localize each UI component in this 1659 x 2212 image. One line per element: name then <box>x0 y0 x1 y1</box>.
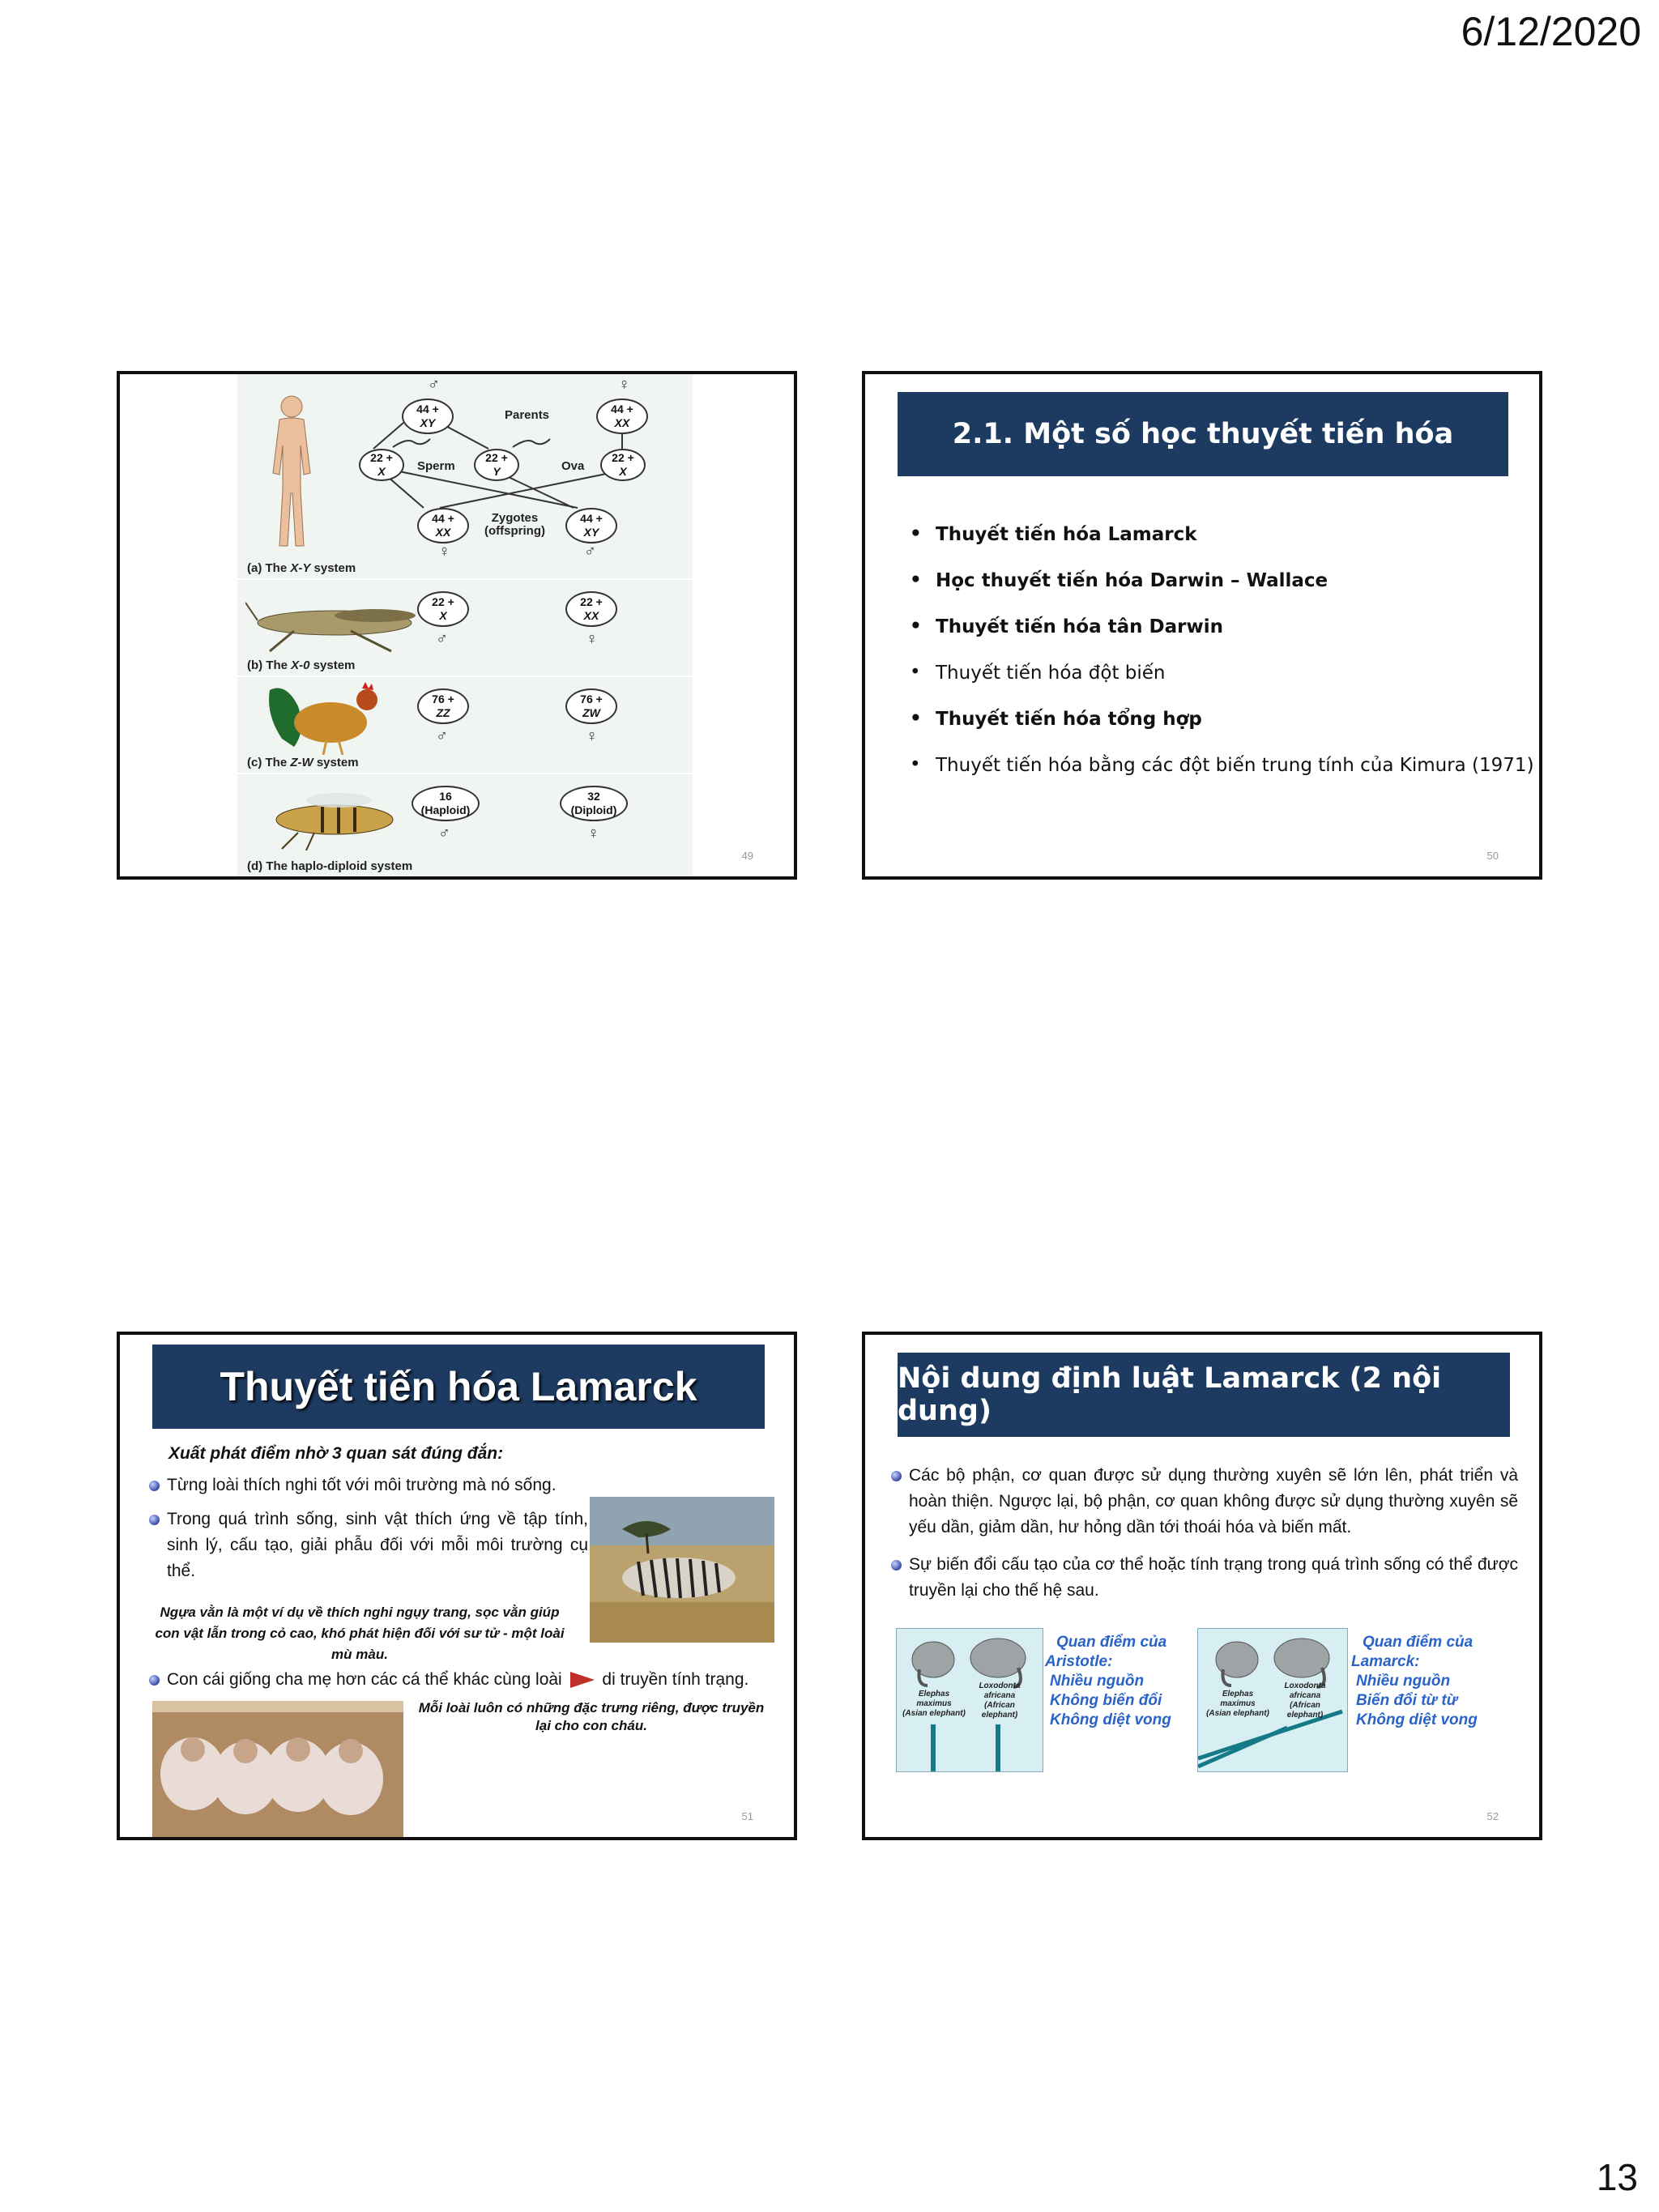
african-elephant-label: Loxodonta africana (African elephant) <box>1284 1681 1326 1720</box>
bullet-adaptation: Từng loài thích nghi tốt với môi trường mà nó sống. <box>149 1473 621 1498</box>
caption-xy-system: (a) The X-Y system <box>247 561 356 575</box>
zygote-male-chromosomes: 44 + XY <box>565 508 617 543</box>
puppies-photo <box>152 1701 403 1837</box>
mother-chromosomes: 44 + XX <box>596 399 648 434</box>
slide-title: Thuyết tiến hóa Lamarck <box>220 1364 697 1409</box>
list-item: • Thuyết tiến hóa tổng hợp <box>910 709 1534 755</box>
zebra-photo <box>590 1497 774 1643</box>
african-elephant-label: Loxodonta africana (African elephant) <box>979 1681 1021 1720</box>
grasshopper-icon <box>245 595 432 655</box>
asian-elephant-label: Elephas maximus (Asian elephant) <box>902 1690 966 1718</box>
slide-number: 50 <box>1486 850 1499 862</box>
ova-x-chromosomes: 22 + X <box>600 449 646 481</box>
slide-title-bar <box>898 1353 1510 1437</box>
page-date: 6/12/2020 <box>1461 9 1641 54</box>
page-number: 13 <box>1596 2156 1638 2198</box>
zygotes-label: Zygotes (offspring) <box>484 511 545 538</box>
slide-title-bar <box>152 1345 765 1429</box>
sperm-x-chromosomes: 22 + X <box>359 449 404 481</box>
female-zw-chromosomes: 76 + ZW <box>565 688 617 724</box>
male-symbol: ♂ <box>584 543 596 560</box>
zygote-female-chromosomes: 44 + XX <box>417 508 469 543</box>
slide-title-bar <box>898 392 1508 476</box>
bullet-inheritance: Con cái giống cha mẹ hơn các cá thể khác cùng loài di truyền tính trạng. <box>149 1667 797 1693</box>
female-symbol: ♀ <box>586 727 598 745</box>
list-item: • Thuyết tiến hóa tân Darwin <box>910 616 1534 663</box>
slide-50 <box>862 371 1542 880</box>
sperm-y-chromosomes: 22 + Y <box>474 449 519 481</box>
father-chromosomes: 44 + XY <box>402 399 454 434</box>
male-haploid-chromosomes: 16 (Haploid) <box>412 786 480 821</box>
female-symbol: ♀ <box>438 543 450 560</box>
list-item: • Thuyết tiến hóa Lamarck <box>910 524 1534 570</box>
ova-label: Ova <box>561 459 585 473</box>
male-symbol: ♂ <box>436 630 448 648</box>
slide-subtitle: Xuất phát điểm nhờ 3 quan sát đúng đắn: <box>168 1444 504 1463</box>
female-symbol: ♀ <box>587 825 599 842</box>
aristotle-elephant-figure <box>896 1628 1043 1772</box>
slide-title: Nội dung định luật Lamarck (2 nội dung) <box>898 1362 1442 1427</box>
male-zw-chromosomes: 76 + ZZ <box>417 688 469 724</box>
slide-number: 51 <box>741 1810 753 1822</box>
caption-haplo-diploid-system: (d) The haplo-diploid system <box>247 859 413 873</box>
male-x0-chromosomes: 22 + X <box>417 591 469 627</box>
list-item: • Thuyết tiến hóa đột biến <box>910 663 1534 709</box>
male-symbol: ♂ <box>436 727 448 745</box>
caption-x0-system: (b) The X-0 system <box>247 658 356 672</box>
law-2-paragraph: Sự biến đổi cấu tạo của cơ thể hoặc tính trạng trong quá trình sống có thể được truyền lại cho thế hệ sau. <box>891 1552 1518 1604</box>
theory-list <box>910 524 1534 801</box>
sperm-label: Sperm <box>417 459 455 473</box>
female-symbol: ♀ <box>618 376 630 394</box>
panel-zw-system <box>237 677 693 774</box>
bullet-lifetime-adaptation: Trong quá trình sống, sinh vật thích ứng về tập tính, sinh lý, cấu tạo, giải phẫu đối với mỗi môi trường cụ thể. <box>149 1507 588 1584</box>
female-diploid-chromosomes: 32 (Diploid) <box>560 786 628 821</box>
species-note: Mỗi loài luôn có những đặc trưng riêng, được truyền lại cho con cháu. <box>418 1700 765 1733</box>
sex-determination-figure <box>237 374 693 876</box>
slide-title: 2.1. Một số học thuyết tiến hóa <box>952 418 1454 450</box>
list-item: • Thuyết tiến hóa bằng các đột biến trung tính của Kimura (1971) <box>910 755 1534 801</box>
slide-number: 52 <box>1486 1810 1499 1822</box>
slide-49 <box>117 371 797 880</box>
female-x0-chromosomes: 22 + XX <box>565 591 617 627</box>
female-symbol: ♀ <box>586 630 598 648</box>
slide-number: 49 <box>741 850 753 862</box>
panel-xy-system <box>237 374 693 580</box>
slide-51 <box>117 1332 797 1840</box>
zebra-note: Ngựa vằn là một ví dụ về thích nghi ngụy trang, sọc vằn giúp con vật lẫn trong cỏ cao, khó phát hiện đối với sư tử - một loài mù màu. <box>155 1605 565 1662</box>
rooster-icon <box>262 682 399 755</box>
arrow-right-icon <box>570 1672 595 1688</box>
lamarck-view: Quan điểm của Lamarck: Nhiều nguồn Biến đổi từ từ Không diệt vong <box>1351 1634 1478 1728</box>
caption-zw-system: (c) The Z-W system <box>247 756 359 769</box>
asian-elephant-label: Elephas maximus (Asian elephant) <box>1206 1690 1269 1718</box>
male-symbol: ♂ <box>428 376 440 394</box>
slide-52 <box>862 1332 1542 1840</box>
panel-haplo-diploid-system <box>237 774 693 878</box>
law-1-paragraph: Các bộ phận, cơ quan được sử dụng thường xuyên sẽ lớn lên, phát triển và hoàn thiện. Ngược lại, bộ phận, cơ quan không được sử dụng thường xuyên sẽ yếu dần, giảm dần, hư hỏng dần tới thoái hóa và biến mất. <box>891 1463 1518 1541</box>
male-symbol: ♂ <box>438 825 450 842</box>
lamarck-elephant-figure <box>1197 1628 1348 1772</box>
parents-label: Parents <box>505 408 550 422</box>
list-item: • Học thuyết tiến hóa Darwin – Wallace <box>910 570 1534 616</box>
panel-x0-system <box>237 580 693 677</box>
aristotle-view: Quan điểm của Aristotle: Nhiều nguồn Không biến đổi Không diệt vong <box>1045 1634 1171 1728</box>
bee-icon <box>258 786 412 850</box>
